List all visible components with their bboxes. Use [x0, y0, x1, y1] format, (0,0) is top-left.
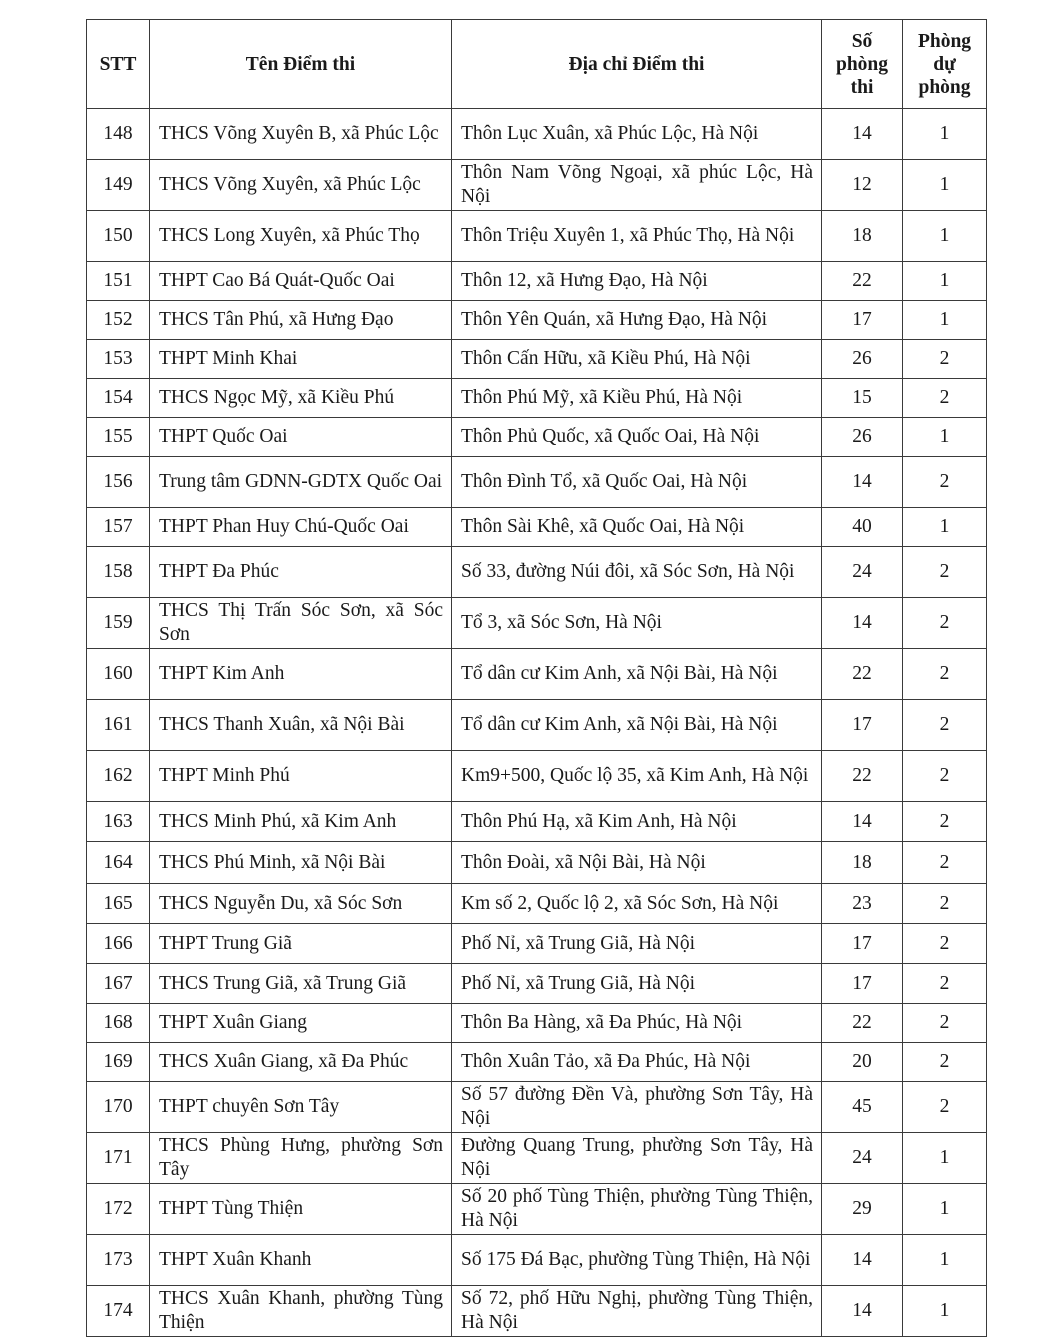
- cell-reserve-rooms: 1: [903, 1133, 987, 1184]
- cell-stt: 173: [87, 1235, 150, 1286]
- cell-stt: 171: [87, 1133, 150, 1184]
- table-row: [87, 1286, 987, 1337]
- cell-stt: 152: [87, 301, 150, 340]
- table-row: [87, 547, 987, 598]
- cell-stt: 156: [87, 457, 150, 508]
- cell-site-address: Thôn Yên Quán, xã Hưng Đạo, Hà Nội: [452, 301, 822, 340]
- cell-room-count: 18: [822, 211, 903, 262]
- cell-stt: 158: [87, 547, 150, 598]
- cell-stt: 167: [87, 964, 150, 1004]
- cell-site-address: Số 72, phố Hữu Nghị, phường Tùng Thiện, Hà Nội: [452, 1286, 822, 1337]
- cell-room-count: 14: [822, 457, 903, 508]
- table-row: [87, 649, 987, 700]
- cell-stt: 168: [87, 1004, 150, 1043]
- cell-site-address: Km9+500, Quốc lộ 35, xã Kim Anh, Hà Nội: [452, 751, 822, 802]
- table-row: [87, 598, 987, 649]
- cell-reserve-rooms: 2: [903, 924, 987, 964]
- cell-site-name: THCS Xuân Khanh, phường Tùng Thiện: [150, 1286, 452, 1337]
- table-row: [87, 340, 987, 379]
- cell-stt: 172: [87, 1184, 150, 1235]
- cell-site-address: Số 57 đường Đền Và, phường Sơn Tây, Hà Nội: [452, 1082, 822, 1133]
- cell-room-count: 23: [822, 884, 903, 924]
- exam-sites-table: [86, 19, 987, 1337]
- cell-site-name: THCS Ngọc Mỹ, xã Kiều Phú: [150, 379, 452, 418]
- table-row: [87, 109, 987, 160]
- cell-reserve-rooms: 1: [903, 211, 987, 262]
- cell-site-address: Thôn Ba Hàng, xã Đa Phúc, Hà Nội: [452, 1004, 822, 1043]
- cell-room-count: 22: [822, 649, 903, 700]
- cell-stt: 165: [87, 884, 150, 924]
- table-row: [87, 379, 987, 418]
- cell-reserve-rooms: 2: [903, 547, 987, 598]
- cell-reserve-rooms: 1: [903, 508, 987, 547]
- cell-site-name: THCS Phùng Hưng, phường Sơn Tây: [150, 1133, 452, 1184]
- table-row: [87, 964, 987, 1004]
- table-row: [87, 884, 987, 924]
- cell-site-address: Tổ dân cư Kim Anh, xã Nội Bài, Hà Nội: [452, 700, 822, 751]
- cell-room-count: 14: [822, 1235, 903, 1286]
- table-row: [87, 1043, 987, 1082]
- cell-room-count: 14: [822, 1286, 903, 1337]
- cell-room-count: 15: [822, 379, 903, 418]
- cell-stt: 151: [87, 262, 150, 301]
- cell-site-address: Thôn Xuân Tảo, xã Đa Phúc, Hà Nội: [452, 1043, 822, 1082]
- cell-site-address: Thôn Đoài, xã Nội Bài, Hà Nội: [452, 842, 822, 884]
- cell-room-count: 26: [822, 340, 903, 379]
- cell-site-address: Đường Quang Trung, phường Sơn Tây, Hà Nội: [452, 1133, 822, 1184]
- cell-stt: 148: [87, 109, 150, 160]
- cell-site-name: THPT chuyên Sơn Tây: [150, 1082, 452, 1133]
- cell-site-name: THPT Trung Giã: [150, 924, 452, 964]
- cell-room-count: 24: [822, 1133, 903, 1184]
- cell-room-count: 12: [822, 160, 903, 211]
- cell-site-address: Tổ dân cư Kim Anh, xã Nội Bài, Hà Nội: [452, 649, 822, 700]
- cell-site-address: Thôn Phủ Quốc, xã Quốc Oai, Hà Nội: [452, 418, 822, 457]
- cell-stt: 153: [87, 340, 150, 379]
- cell-room-count: 26: [822, 418, 903, 457]
- cell-site-name: THPT Tùng Thiện: [150, 1184, 452, 1235]
- cell-reserve-rooms: 1: [903, 160, 987, 211]
- cell-stt: 166: [87, 924, 150, 964]
- cell-site-address: Số 20 phố Tùng Thiện, phường Tùng Thiện, Hà Nội: [452, 1184, 822, 1235]
- cell-room-count: 29: [822, 1184, 903, 1235]
- cell-reserve-rooms: 1: [903, 262, 987, 301]
- cell-room-count: 22: [822, 751, 903, 802]
- table-row: [87, 1184, 987, 1235]
- cell-room-count: 14: [822, 802, 903, 842]
- table-row: [87, 1004, 987, 1043]
- table-row: [87, 1235, 987, 1286]
- cell-site-name: THCS Minh Phú, xã Kim Anh: [150, 802, 452, 842]
- cell-site-name: THPT Xuân Giang: [150, 1004, 452, 1043]
- cell-reserve-rooms: 1: [903, 301, 987, 340]
- table-row: [87, 301, 987, 340]
- cell-stt: 149: [87, 160, 150, 211]
- cell-stt: 161: [87, 700, 150, 751]
- cell-reserve-rooms: 2: [903, 649, 987, 700]
- header-site-address: Địa chỉ Điểm thi: [452, 20, 822, 109]
- cell-site-name: THCS Long Xuyên, xã Phúc Thọ: [150, 211, 452, 262]
- cell-site-address: Thôn Lục Xuân, xã Phúc Lộc, Hà Nội: [452, 109, 822, 160]
- cell-stt: 162: [87, 751, 150, 802]
- cell-site-name: THCS Võng Xuyên, xã Phúc Lộc: [150, 160, 452, 211]
- cell-site-name: THPT Đa Phúc: [150, 547, 452, 598]
- cell-site-address: Thôn Triệu Xuyên 1, xã Phúc Thọ, Hà Nội: [452, 211, 822, 262]
- cell-reserve-rooms: 1: [903, 1235, 987, 1286]
- table-row: [87, 262, 987, 301]
- table-row: [87, 418, 987, 457]
- cell-site-address: Tổ 3, xã Sóc Sơn, Hà Nội: [452, 598, 822, 649]
- table-row: [87, 700, 987, 751]
- cell-reserve-rooms: 2: [903, 1004, 987, 1043]
- cell-stt: 150: [87, 211, 150, 262]
- cell-site-address: Thôn Phú Hạ, xã Kim Anh, Hà Nội: [452, 802, 822, 842]
- header-site-name: Tên Điểm thi: [150, 20, 452, 109]
- cell-stt: 154: [87, 379, 150, 418]
- cell-reserve-rooms: 2: [903, 1082, 987, 1133]
- table-row: [87, 924, 987, 964]
- document-page: [86, 19, 986, 1337]
- cell-site-name: THPT Minh Khai: [150, 340, 452, 379]
- cell-reserve-rooms: 2: [903, 802, 987, 842]
- cell-reserve-rooms: 2: [903, 700, 987, 751]
- header-room-count-line: phòng: [835, 53, 889, 75]
- cell-room-count: 17: [822, 301, 903, 340]
- cell-stt: 155: [87, 418, 150, 457]
- cell-site-address: Thôn Sài Khê, xã Quốc Oai, Hà Nội: [452, 508, 822, 547]
- cell-reserve-rooms: 1: [903, 418, 987, 457]
- cell-reserve-rooms: 1: [903, 109, 987, 160]
- cell-room-count: 40: [822, 508, 903, 547]
- header-reserve-rooms-line: Phòng: [917, 30, 972, 52]
- table-row: [87, 508, 987, 547]
- cell-reserve-rooms: 1: [903, 1286, 987, 1337]
- cell-stt: 163: [87, 802, 150, 842]
- cell-reserve-rooms: 1: [903, 1184, 987, 1235]
- table-row: [87, 160, 987, 211]
- cell-site-name: Trung tâm GDNN-GDTX Quốc Oai: [150, 457, 452, 508]
- table-row: [87, 1133, 987, 1184]
- header-stt: STT: [87, 20, 150, 109]
- cell-site-address: Số 175 Đá Bạc, phường Tùng Thiện, Hà Nội: [452, 1235, 822, 1286]
- cell-site-name: THCS Tân Phú, xã Hưng Đạo: [150, 301, 452, 340]
- cell-site-name: THPT Phan Huy Chú-Quốc Oai: [150, 508, 452, 547]
- cell-room-count: 17: [822, 700, 903, 751]
- cell-site-address: Thôn Cấn Hữu, xã Kiều Phú, Hà Nội: [452, 340, 822, 379]
- cell-room-count: 18: [822, 842, 903, 884]
- cell-room-count: 14: [822, 109, 903, 160]
- cell-site-name: THCS Võng Xuyên B, xã Phúc Lộc: [150, 109, 452, 160]
- cell-reserve-rooms: 2: [903, 842, 987, 884]
- cell-reserve-rooms: 2: [903, 379, 987, 418]
- table-row: [87, 751, 987, 802]
- table-row: [87, 1082, 987, 1133]
- cell-stt: 170: [87, 1082, 150, 1133]
- header-reserve-rooms: [903, 20, 987, 109]
- cell-site-name: THCS Xuân Giang, xã Đa Phúc: [150, 1043, 452, 1082]
- header-reserve-rooms-line: dự: [933, 53, 956, 75]
- cell-site-name: THPT Kim Anh: [150, 649, 452, 700]
- cell-room-count: 14: [822, 598, 903, 649]
- header-reserve-rooms-line: phòng: [918, 76, 971, 98]
- cell-reserve-rooms: 2: [903, 964, 987, 1004]
- cell-room-count: 22: [822, 262, 903, 301]
- cell-site-address: Phố Nỉ, xã Trung Giã, Hà Nội: [452, 964, 822, 1004]
- cell-room-count: 20: [822, 1043, 903, 1082]
- cell-room-count: 17: [822, 924, 903, 964]
- cell-stt: 164: [87, 842, 150, 884]
- table-row: [87, 842, 987, 884]
- cell-site-address: Số 33, đường Núi đôi, xã Sóc Sơn, Hà Nội: [452, 547, 822, 598]
- table-row: [87, 802, 987, 842]
- cell-reserve-rooms: 2: [903, 751, 987, 802]
- cell-stt: 169: [87, 1043, 150, 1082]
- cell-site-address: Thôn Đình Tổ, xã Quốc Oai, Hà Nội: [452, 457, 822, 508]
- cell-room-count: 24: [822, 547, 903, 598]
- cell-stt: 160: [87, 649, 150, 700]
- header-row: [87, 20, 987, 109]
- table-row: [87, 457, 987, 508]
- cell-site-address: Thôn Phú Mỹ, xã Kiều Phú, Hà Nội: [452, 379, 822, 418]
- cell-site-name: THCS Thị Trấn Sóc Sơn, xã Sóc Sơn: [150, 598, 452, 649]
- cell-stt: 159: [87, 598, 150, 649]
- cell-room-count: 17: [822, 964, 903, 1004]
- header-room-count-line: Số: [851, 30, 873, 52]
- cell-site-name: THPT Minh Phú: [150, 751, 452, 802]
- cell-site-address: Thôn 12, xã Hưng Đạo, Hà Nội: [452, 262, 822, 301]
- cell-site-name: THPT Cao Bá Quát-Quốc Oai: [150, 262, 452, 301]
- cell-site-name: THPT Xuân Khanh: [150, 1235, 452, 1286]
- cell-reserve-rooms: 2: [903, 598, 987, 649]
- cell-reserve-rooms: 2: [903, 457, 987, 508]
- header-room-count: [822, 20, 903, 109]
- cell-room-count: 45: [822, 1082, 903, 1133]
- cell-site-name: THCS Thanh Xuân, xã Nội Bài: [150, 700, 452, 751]
- cell-site-address: Km số 2, Quốc lộ 2, xã Sóc Sơn, Hà Nội: [452, 884, 822, 924]
- cell-stt: 174: [87, 1286, 150, 1337]
- cell-reserve-rooms: 2: [903, 340, 987, 379]
- header-room-count-line: thi: [850, 76, 874, 98]
- cell-reserve-rooms: 2: [903, 884, 987, 924]
- cell-site-name: THPT Quốc Oai: [150, 418, 452, 457]
- cell-site-address: Thôn Nam Võng Ngoại, xã phúc Lộc, Hà Nội: [452, 160, 822, 211]
- cell-room-count: 22: [822, 1004, 903, 1043]
- table-row: [87, 211, 987, 262]
- cell-site-address: Phố Nỉ, xã Trung Giã, Hà Nội: [452, 924, 822, 964]
- cell-site-name: THCS Trung Giã, xã Trung Giã: [150, 964, 452, 1004]
- cell-stt: 157: [87, 508, 150, 547]
- cell-site-name: THCS Nguyễn Du, xã Sóc Sơn: [150, 884, 452, 924]
- cell-reserve-rooms: 2: [903, 1043, 987, 1082]
- cell-site-name: THCS Phú Minh, xã Nội Bài: [150, 842, 452, 884]
